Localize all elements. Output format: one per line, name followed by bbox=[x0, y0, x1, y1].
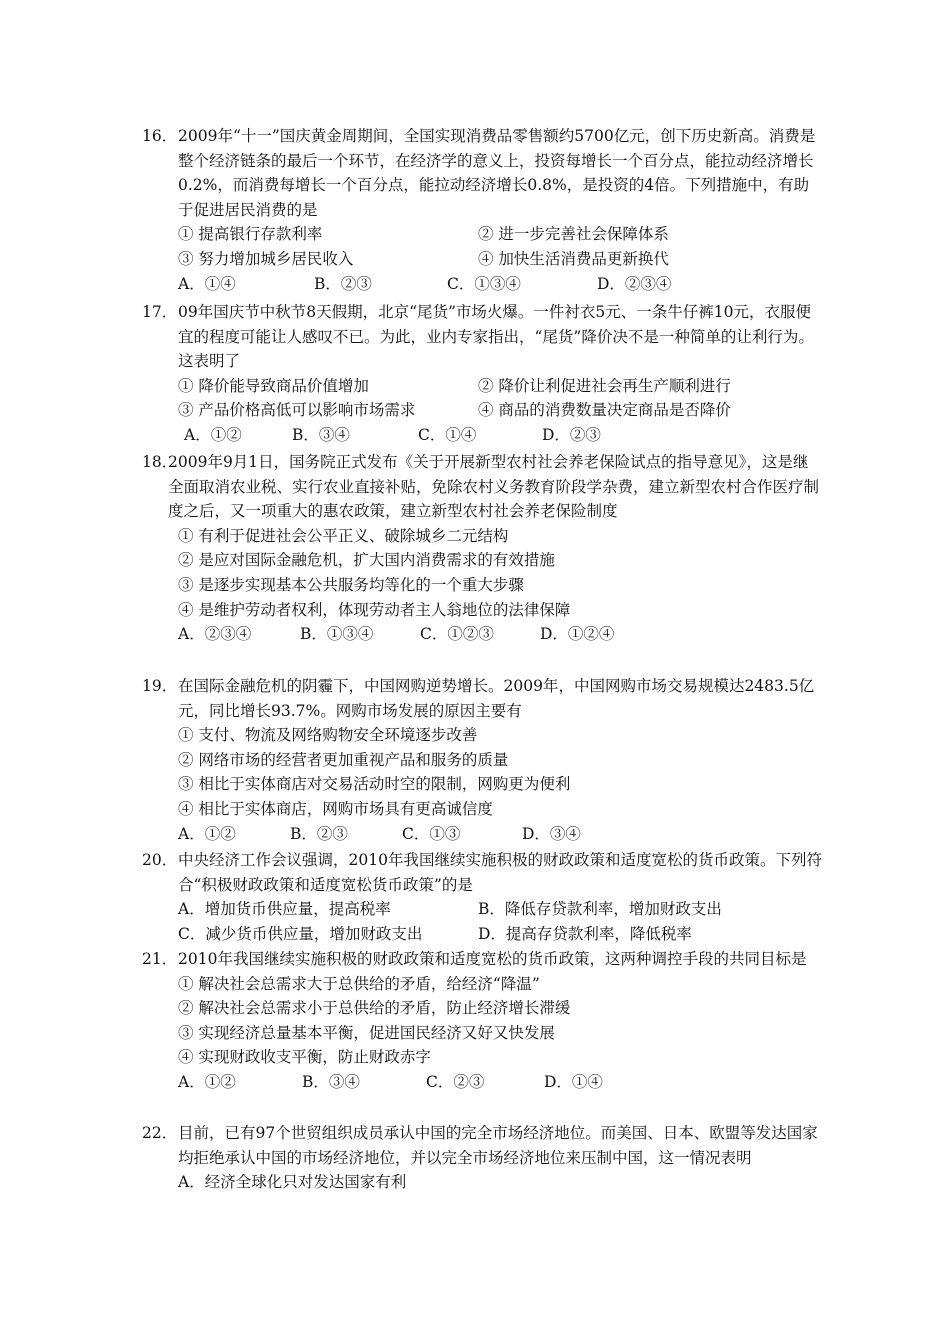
question-number: 22． bbox=[142, 1124, 178, 1142]
statement: ② 是应对国际金融危机，扩大国内消费需求的有效措施 bbox=[178, 551, 555, 570]
question-stem: 在国际金融危机的阴霾下，中国网购逆势增长。2009年，中国网购市场交易规模达2483.5亿元，同比增长93.7%。网购市场发展的原因主要有 bbox=[178, 677, 815, 720]
answer-choice-b: B．③④ bbox=[292, 425, 350, 444]
statement: ① 有利于促进社会公平正义、破除城乡二元结构 bbox=[178, 526, 509, 545]
statement: ④ 相比于实体商店，网购市场具有更高诚信度 bbox=[178, 799, 493, 818]
answer-choice-a: A．①② bbox=[178, 824, 236, 843]
question-number: 17． bbox=[142, 303, 178, 321]
statement-row bbox=[178, 247, 822, 272]
option-d: D．提高存贷款利率，降低税率 bbox=[478, 924, 692, 943]
statement-row bbox=[178, 222, 822, 247]
answer-choice-b: B．③④ bbox=[302, 1072, 360, 1091]
answer-choice-c: C．①③ bbox=[402, 824, 461, 843]
question-stem: 2009年9月1日，国务院正式发布《关于开展新型农村社会养老保险试点的指导意见》，这是继全面取消农业税、实行农业直接补贴，免除农村义务教育阶段学杂费，建立新型农村合作医疗制度之后，又一项重大的惠农政策，建立新型农村社会养老保险制度 bbox=[168, 453, 820, 521]
question-20 bbox=[142, 848, 822, 946]
statement: ③ 实现经济总量基本平衡，促进国民经济又好又快发展 bbox=[178, 1023, 555, 1042]
option-b: B．降低存贷款利率，增加财政支出 bbox=[478, 900, 722, 919]
statement: ③ 产品价格高低可以影响市场需求 bbox=[178, 401, 416, 420]
statement: ② 网络市场的经营者更加重视产品和服务的质量 bbox=[178, 750, 509, 769]
option-row bbox=[178, 897, 822, 922]
statement: ④ 加快生活消费品更新换代 bbox=[478, 249, 669, 268]
question-18 bbox=[142, 450, 822, 647]
question-19 bbox=[142, 674, 822, 846]
answer-choices bbox=[178, 622, 822, 647]
answer-choices bbox=[178, 272, 822, 297]
statement: ③ 相比于实体商店对交易活动时空的限制，网购更为便利 bbox=[178, 775, 571, 794]
question-number: 19． bbox=[142, 677, 178, 695]
answer-choice-b: B．②③ bbox=[314, 274, 372, 293]
answer-choice-a: A．①④ bbox=[178, 274, 236, 293]
answer-choice-a: A．①② bbox=[184, 425, 242, 444]
question-number: 20． bbox=[142, 851, 178, 869]
answer-choice-d: D．③④ bbox=[522, 824, 581, 843]
statement: ① 提高银行存款利率 bbox=[178, 225, 323, 244]
option-c: C．减少货币供应量，增加财政支出 bbox=[178, 924, 423, 943]
answer-choices bbox=[178, 1070, 822, 1095]
statement: ④ 商品的消费数量决定商品是否降价 bbox=[478, 401, 731, 420]
answer-choice-c: C．①③④ bbox=[447, 274, 521, 293]
question-22 bbox=[142, 1121, 822, 1195]
question-stem: 目前，已有97个世贸组织成员承认中国的完全市场经济地位。而美国、日本、欧盟等发达国家均拒绝承认中国的市场经济地位，并以完全市场经济地位来压制中国，这一情况表明 bbox=[178, 1124, 818, 1167]
question-number: 16． bbox=[142, 127, 178, 145]
question-number: 21． bbox=[142, 950, 178, 968]
statement: ② 降价让利促进社会再生产顺利进行 bbox=[478, 376, 731, 395]
statement: ② 解决社会总需求小于总供给的矛盾，防止经济增长滞缓 bbox=[178, 999, 571, 1018]
statement: ① 降价能导致商品价值增加 bbox=[178, 376, 369, 395]
statement-row bbox=[178, 398, 822, 423]
answer-choice-a: A．①② bbox=[178, 1072, 236, 1091]
question-stem: 09年国庆节中秋节8天假期，北京“尾货”市场火爆。一件衬衣5元、一条牛仔裤10元，衣服便宜的程度可能让人感叹不已。为此，业内专家指出，“尾货”降价决不是一种简单的让利行为。这表明了 bbox=[178, 303, 814, 371]
option-a: A．经济全球化只对发达国家有利 bbox=[178, 1173, 407, 1192]
answer-choice-b: B．②③ bbox=[290, 824, 348, 843]
answer-choice-c: C．①②③ bbox=[420, 625, 494, 644]
statement: ① 解决社会总需求大于总供给的矛盾，给经济“降温” bbox=[178, 974, 540, 993]
question-stem: 2009年“十一”国庆黄金周期间，全国实现消费品零售额约5700亿元，创下历史新高。消费是整个经济链条的最后一个环节，在经济学的意义上，投资每增长一个百分点，能拉动经济增长0.2%，而消费每增长一个百分点，能拉动经济增长0.8%，是投资的4倍。下列措施中，有助于促进居民消费的是 bbox=[178, 127, 816, 219]
answer-choices bbox=[178, 822, 822, 847]
question-stem: 2010年我国继续实施积极的财政政策和适度宽松的货币政策，这两种调控手段的共同目标是 bbox=[178, 950, 807, 968]
statement: ③ 努力增加城乡居民收入 bbox=[178, 249, 354, 268]
answer-choice-a: A．②③④ bbox=[178, 625, 252, 644]
statement: ② 进一步完善社会保障体系 bbox=[478, 225, 669, 244]
option-row bbox=[178, 922, 822, 947]
answer-choice-c: C．①④ bbox=[418, 425, 477, 444]
question-17 bbox=[142, 300, 822, 448]
answer-choice-d: D．②③ bbox=[542, 425, 601, 444]
question-stem: 中央经济工作会议强调，2010年我国继续实施积极的财政政策和适度宽松的货币政策。下列符合“积极财政政策和适度宽松货币政策”的是 bbox=[178, 851, 822, 894]
answer-choice-b: B．①③④ bbox=[300, 625, 374, 644]
question-16 bbox=[142, 124, 822, 296]
answer-choice-c: C．②③ bbox=[426, 1072, 485, 1091]
statement: ③ 是逐步实现基本公共服务均等化的一个重大步骤 bbox=[178, 575, 524, 594]
answer-choice-d: D．①②④ bbox=[540, 625, 615, 644]
answer-choices bbox=[184, 423, 822, 448]
question-21 bbox=[142, 947, 822, 1095]
statement: ④ 实现财政收支平衡，防止财政赤字 bbox=[178, 1048, 431, 1067]
question-number: 18． bbox=[142, 453, 178, 471]
statement: ④ 是维护劳动者权利，体现劳动者主人翁地位的法律保障 bbox=[178, 600, 571, 619]
statement-row bbox=[178, 374, 822, 399]
answer-choice-d: D．②③④ bbox=[597, 274, 672, 293]
answer-choice-d: D．①④ bbox=[544, 1072, 603, 1091]
statement: ① 支付、物流及网络购物安全环境逐步改善 bbox=[178, 726, 478, 745]
option-a: A．增加货币供应量，提高税率 bbox=[178, 900, 391, 919]
